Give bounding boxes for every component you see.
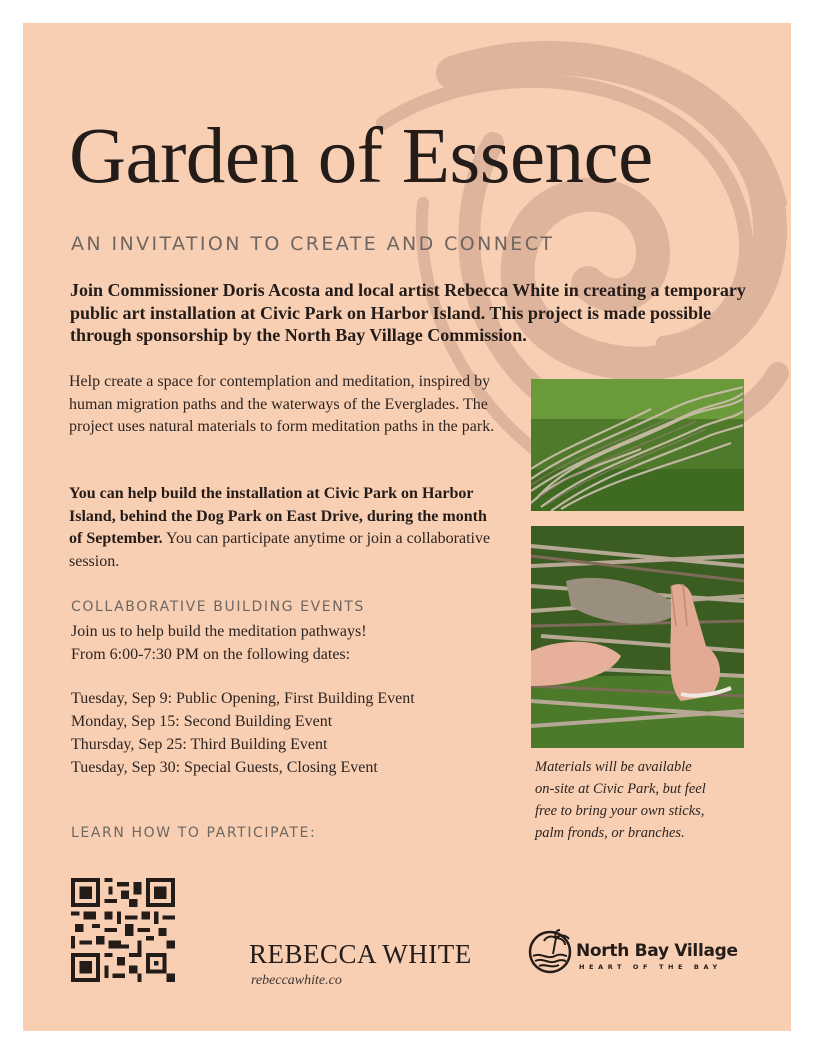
events-heading: COLLABORATIVE BUILDING EVENTS [71,599,365,615]
event-item: Thursday, Sep 25: Third Building Event [71,736,328,753]
artist-website-link[interactable]: rebeccawhite.co [251,973,342,988]
caption-line: palm fronds, or branches. [535,825,685,841]
flyer [23,23,791,1031]
location-rest-text: You can participate anytime or join a collaborative session. [69,530,491,570]
location-bold-text: You can help build the installation at Civic Park on Harbor Island, behind the Dog Park on East Drive, during the month of September. [69,485,487,547]
sticks-on-grass-photo [531,379,744,511]
intro-paragraph: Join Commissioner Doris Acosta and local artist Rebecca White in creating a temporary public art installation at Civic Park on Harbor Island. This project is made possible through sponsorship by the North Bay Village Commission. [70,280,746,345]
events-intro-line: Join us to help build the meditation pathways! [71,623,367,640]
event-item: Monday, Sep 15: Second Building Event [71,713,333,730]
hands-arranging-sticks-photo [531,526,744,748]
photo-caption [535,756,745,844]
logo-name: North Bay Village [576,941,738,961]
events-list [71,687,415,779]
artist-name: REBECCA WHITE [249,939,472,969]
caption-line: on-site at Civic Park, but feel [535,781,706,797]
caption-line: Materials will be available [535,759,692,775]
description-paragraph: Help create a space for contemplation and meditation, inspired by human migration paths and the waterways of the Everglades. The project uses natural materials to form meditation paths in the park. [69,373,495,435]
flyer-title: Garden of Essence [69,113,653,200]
event-item: Tuesday, Sep 30: Special Guests, Closing Event [71,759,378,776]
logo-tagline: HEART OF THE BAY [579,963,722,971]
qr-code-icon[interactable] [71,878,175,982]
event-item: Tuesday, Sep 9: Public Opening, First Building Event [71,690,415,707]
caption-line: free to bring your own sticks, [535,803,705,819]
north-bay-village-logo [527,929,747,979]
north-bay-village-logo-icon [527,929,573,975]
artist-credit [249,941,472,989]
flyer-subtitle: AN INVITATION TO CREATE AND CONNECT [71,233,555,255]
events-intro-line: From 6:00-7:30 PM on the following dates: [71,645,351,663]
events-intro [71,621,491,666]
learn-heading: LEARN HOW TO PARTICIPATE: [71,825,317,841]
location-paragraph [69,483,499,573]
